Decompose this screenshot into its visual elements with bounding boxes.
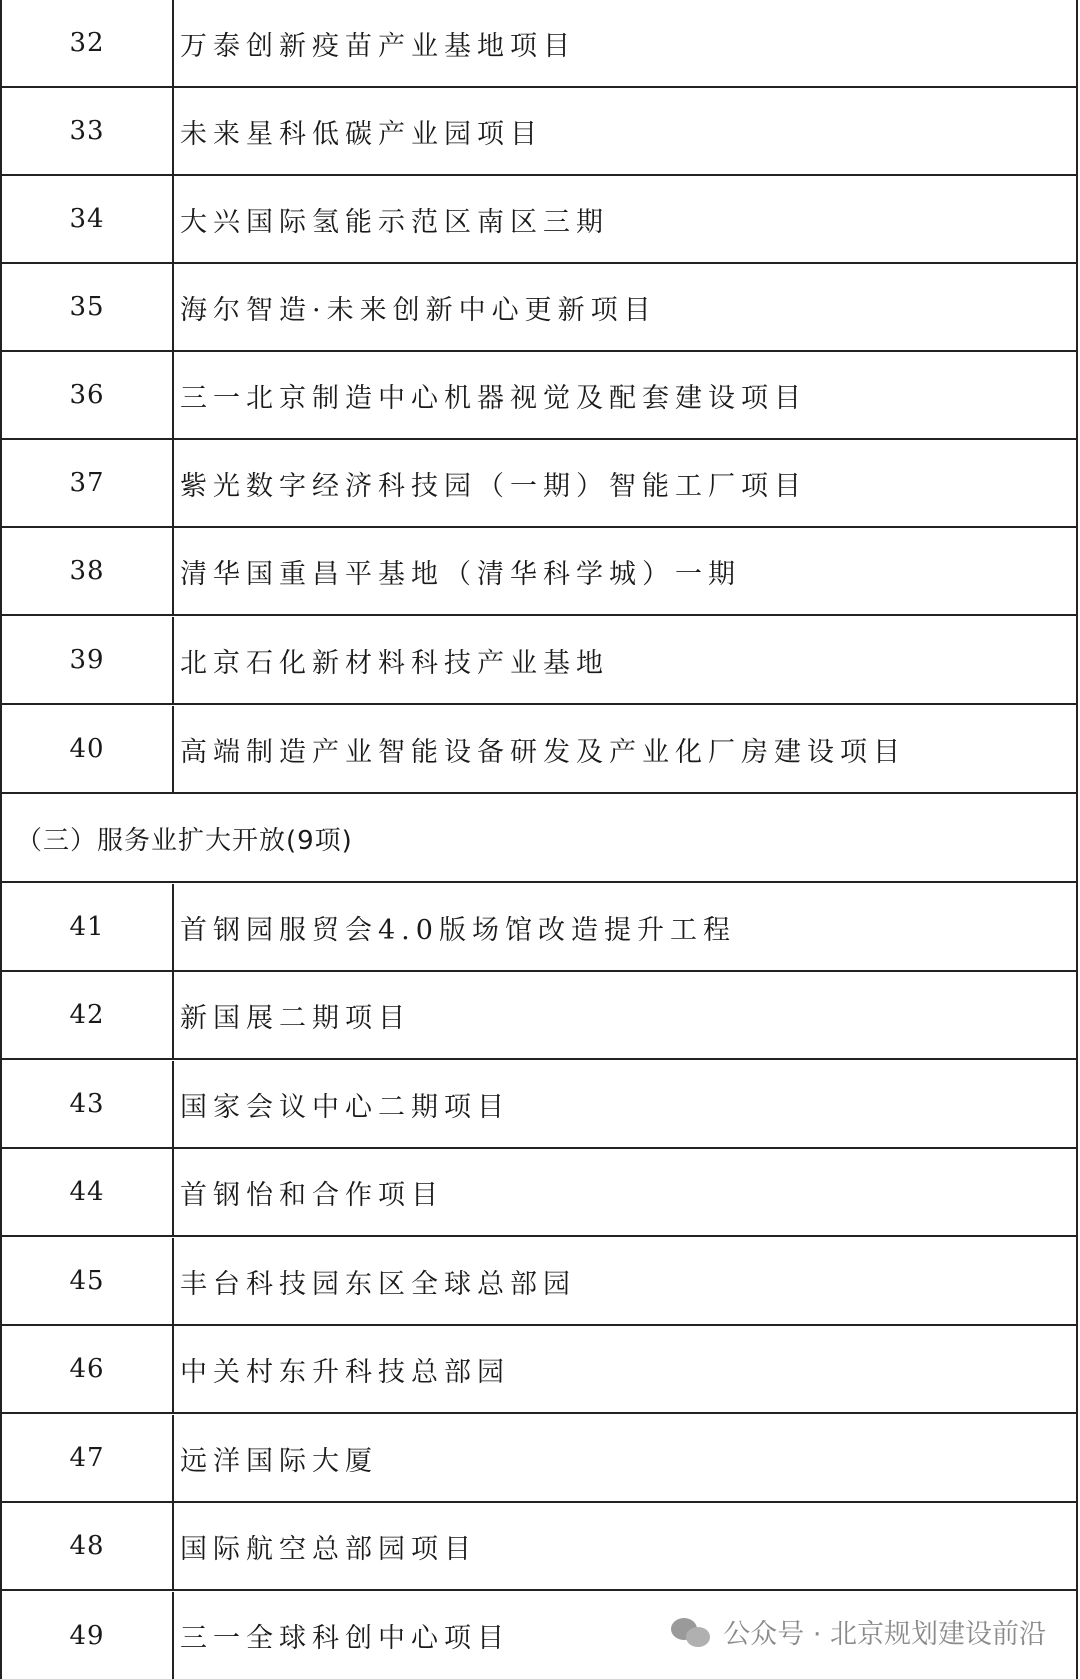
row-number: 45 xyxy=(2,1238,174,1324)
table-row xyxy=(2,0,1076,88)
row-number: 32 xyxy=(2,0,174,86)
row-number: 43 xyxy=(2,1061,174,1147)
project-name: 中关村东升科技总部园 xyxy=(180,1356,510,1388)
row-number: 36 xyxy=(2,352,174,438)
project-name: 三一北京制造中心机器视觉及配套建设项目 xyxy=(180,382,807,414)
project-name: 远洋国际大厦 xyxy=(180,1445,378,1477)
table-row xyxy=(2,1326,1076,1414)
project-name: 北京石化新材料科技产业基地 xyxy=(180,647,609,679)
project-name: 清华国重昌平基地（清华科学城）一期 xyxy=(180,558,741,590)
row-number: 42 xyxy=(2,972,174,1058)
table-row xyxy=(2,264,1076,352)
row-number: 33 xyxy=(2,88,174,174)
project-name: 首钢怡和合作项目 xyxy=(180,1179,444,1211)
project-name: 大兴国际氢能示范区南区三期 xyxy=(180,206,609,238)
project-name: 高端制造产业智能设备研发及产业化厂房建设项目 xyxy=(180,736,906,768)
project-name: 海尔智造·未来创新中心更新项目 xyxy=(180,294,657,326)
row-number: 35 xyxy=(2,264,174,350)
project-name: 未来星科低碳产业园项目 xyxy=(180,118,543,150)
row-number: 38 xyxy=(2,528,174,614)
table-row xyxy=(2,352,1076,440)
project-name: 丰台科技园东区全球总部园 xyxy=(180,1268,576,1300)
wechat-icon xyxy=(671,1616,711,1648)
table-row xyxy=(2,1238,1076,1326)
project-name: 三一全球科创中心项目 xyxy=(180,1623,510,1654)
row-number: 37 xyxy=(2,440,174,526)
project-name: 紫光数字经济科技园（一期）智能工厂项目 xyxy=(180,470,807,502)
table-row xyxy=(2,176,1076,264)
project-name: 国家会议中心二期项目 xyxy=(180,1091,510,1123)
row-number: 40 xyxy=(2,706,174,792)
watermark xyxy=(671,1612,1046,1651)
row-number: 34 xyxy=(2,176,174,262)
row-number: 39 xyxy=(2,617,174,703)
table-row xyxy=(2,1415,1076,1503)
table-row xyxy=(2,1503,1076,1591)
table-row xyxy=(2,706,1076,794)
table-row xyxy=(2,88,1076,176)
table-row xyxy=(2,440,1076,528)
table-row xyxy=(2,972,1076,1060)
row-number: 41 xyxy=(2,884,174,970)
table-row xyxy=(2,528,1076,616)
row-number: 47 xyxy=(2,1415,174,1501)
row-number: 48 xyxy=(2,1503,174,1589)
section-header xyxy=(2,795,1076,883)
section-title: （三）服务业扩大开放(9项) xyxy=(16,825,353,856)
table-row xyxy=(2,1149,1076,1237)
table-row xyxy=(2,1061,1076,1149)
table-row xyxy=(2,617,1076,705)
table-row xyxy=(2,884,1076,972)
row-number: 46 xyxy=(2,1326,174,1412)
watermark-text: 公众号 · 北京规划建设前沿 xyxy=(723,1619,1046,1650)
project-name: 国际航空总部园项目 xyxy=(180,1533,477,1565)
row-number: 44 xyxy=(2,1149,174,1235)
row-number: 49 xyxy=(2,1592,174,1679)
project-name: 万泰创新疫苗产业基地项目 xyxy=(180,30,576,62)
project-name: 新国展二期项目 xyxy=(180,1002,411,1034)
project-name: 首钢园服贸会4.0版场馆改造提升工程 xyxy=(180,914,736,946)
